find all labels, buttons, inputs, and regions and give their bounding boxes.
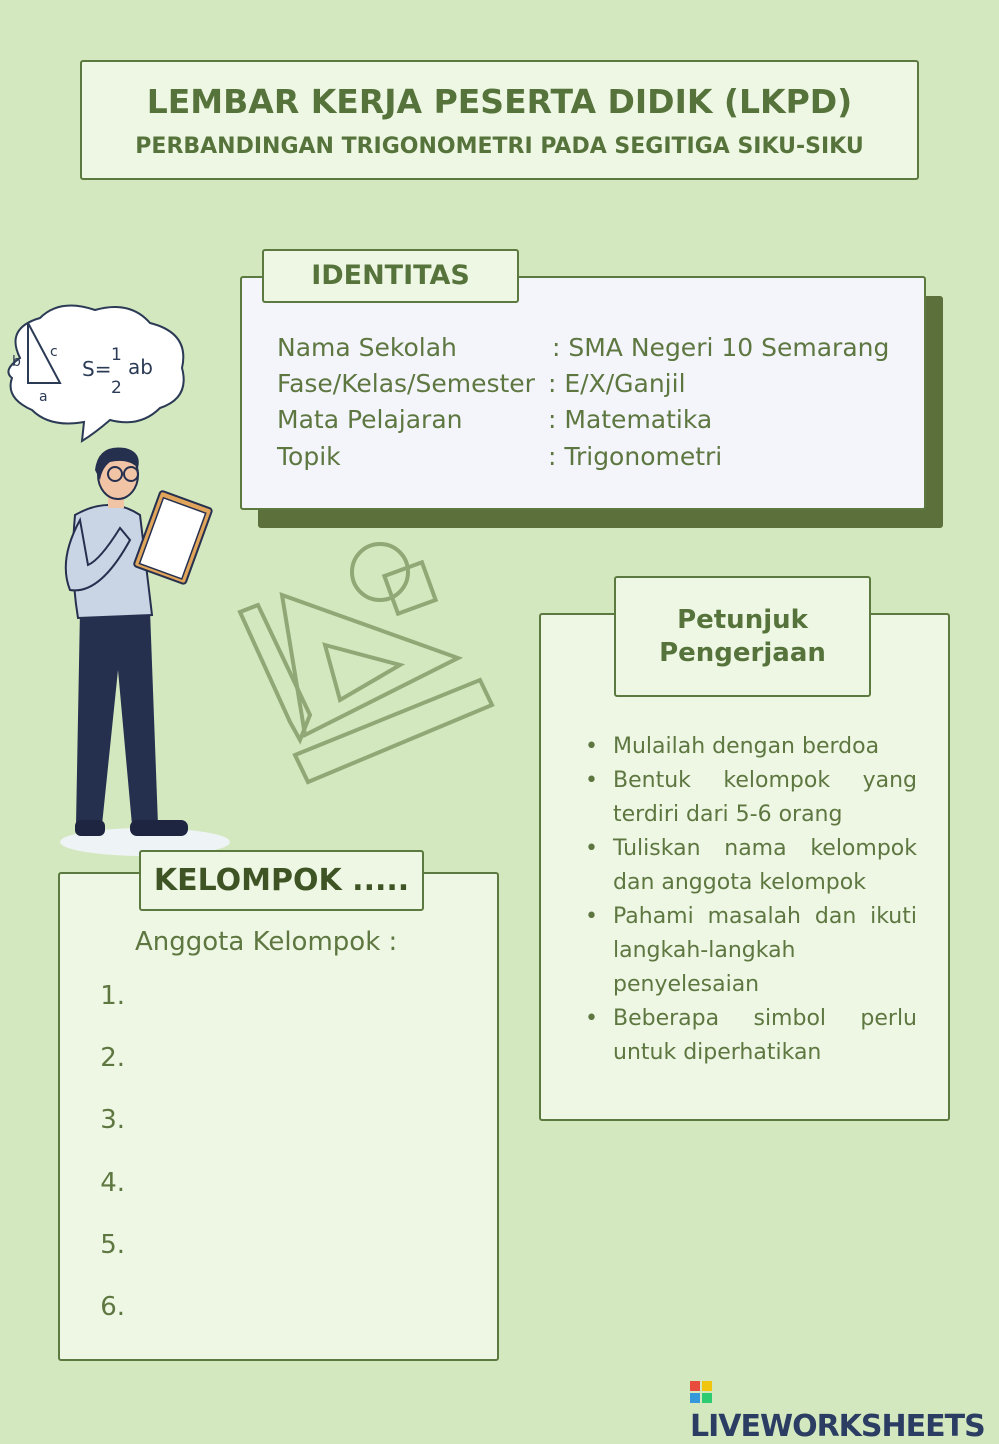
- member-number: 1.: [100, 981, 125, 1011]
- side-c-label: c: [50, 344, 58, 360]
- identitas-value: : E/X/Ganjil: [548, 369, 686, 398]
- list-item: • Bentuk kelompok yang terdiri dari 5-6 orang: [585, 764, 917, 832]
- logo-text: LIVEWORKSHEETS: [690, 1409, 985, 1444]
- identitas-value: : Matematika: [548, 405, 713, 434]
- anggota-label: Anggota Kelompok :: [135, 927, 398, 957]
- teacher-illustration: [40, 440, 240, 860]
- formula-numerator: 1: [111, 345, 122, 365]
- page-subtitle: PERBANDINGAN TRIGONOMETRI PADA SEGITIGA SIKU-SIKU: [135, 134, 864, 159]
- member-number: 4.: [100, 1168, 125, 1198]
- member-number: 2.: [100, 1043, 125, 1073]
- identitas-value: : Trigonometri: [548, 442, 723, 471]
- list-item: • Tuliskan nama kelompok dan anggota kelompok: [585, 832, 917, 900]
- identitas-label: Fase/Kelas/Semester: [277, 369, 535, 398]
- list-item: • Mulailah dengan berdoa: [585, 730, 917, 764]
- liveworksheets-mark-icon: [690, 1381, 712, 1405]
- title-box: [80, 60, 919, 180]
- member-number: 6.: [100, 1292, 125, 1322]
- petunjuk-list: [585, 730, 917, 1070]
- member-number: 5.: [100, 1230, 125, 1260]
- kelompok-tab: [139, 850, 424, 911]
- identitas-tab: [262, 249, 519, 303]
- liveworksheets-logo[interactable]: [690, 1374, 999, 1444]
- member-number: 3.: [100, 1105, 125, 1135]
- list-item: • Pahami masalah dan ikuti langkah-langkah penyelesaian: [585, 900, 917, 1002]
- formula-ab: ab: [128, 355, 153, 379]
- petunjuk-tab: [614, 576, 871, 697]
- kelompok-heading: KELOMPOK .....: [153, 863, 410, 898]
- formula-denominator: 2: [111, 378, 122, 398]
- side-b-label: b: [12, 354, 21, 370]
- petunjuk-heading-line2: Pengerjaan: [659, 638, 826, 668]
- geometry-tools-icon: [230, 540, 500, 800]
- petunjuk-heading-line1: Petunjuk: [677, 605, 808, 635]
- identitas-heading: IDENTITAS: [311, 260, 470, 291]
- identitas-value: : SMA Negeri 10 Semarang: [552, 333, 890, 362]
- identitas-label: Nama Sekolah: [277, 333, 457, 362]
- list-item: • Beberapa simbol perlu untuk diperhatikan: [585, 1002, 917, 1070]
- identitas-label: Mata Pelajaran: [277, 405, 463, 434]
- formula-s: S=: [82, 357, 112, 381]
- identitas-label: Topik: [277, 442, 341, 471]
- page-title: LEMBAR KERJA PESERTA DIDIK (LKPD): [146, 82, 853, 121]
- side-a-label: a: [39, 389, 48, 405]
- speech-bubble: [0, 298, 195, 448]
